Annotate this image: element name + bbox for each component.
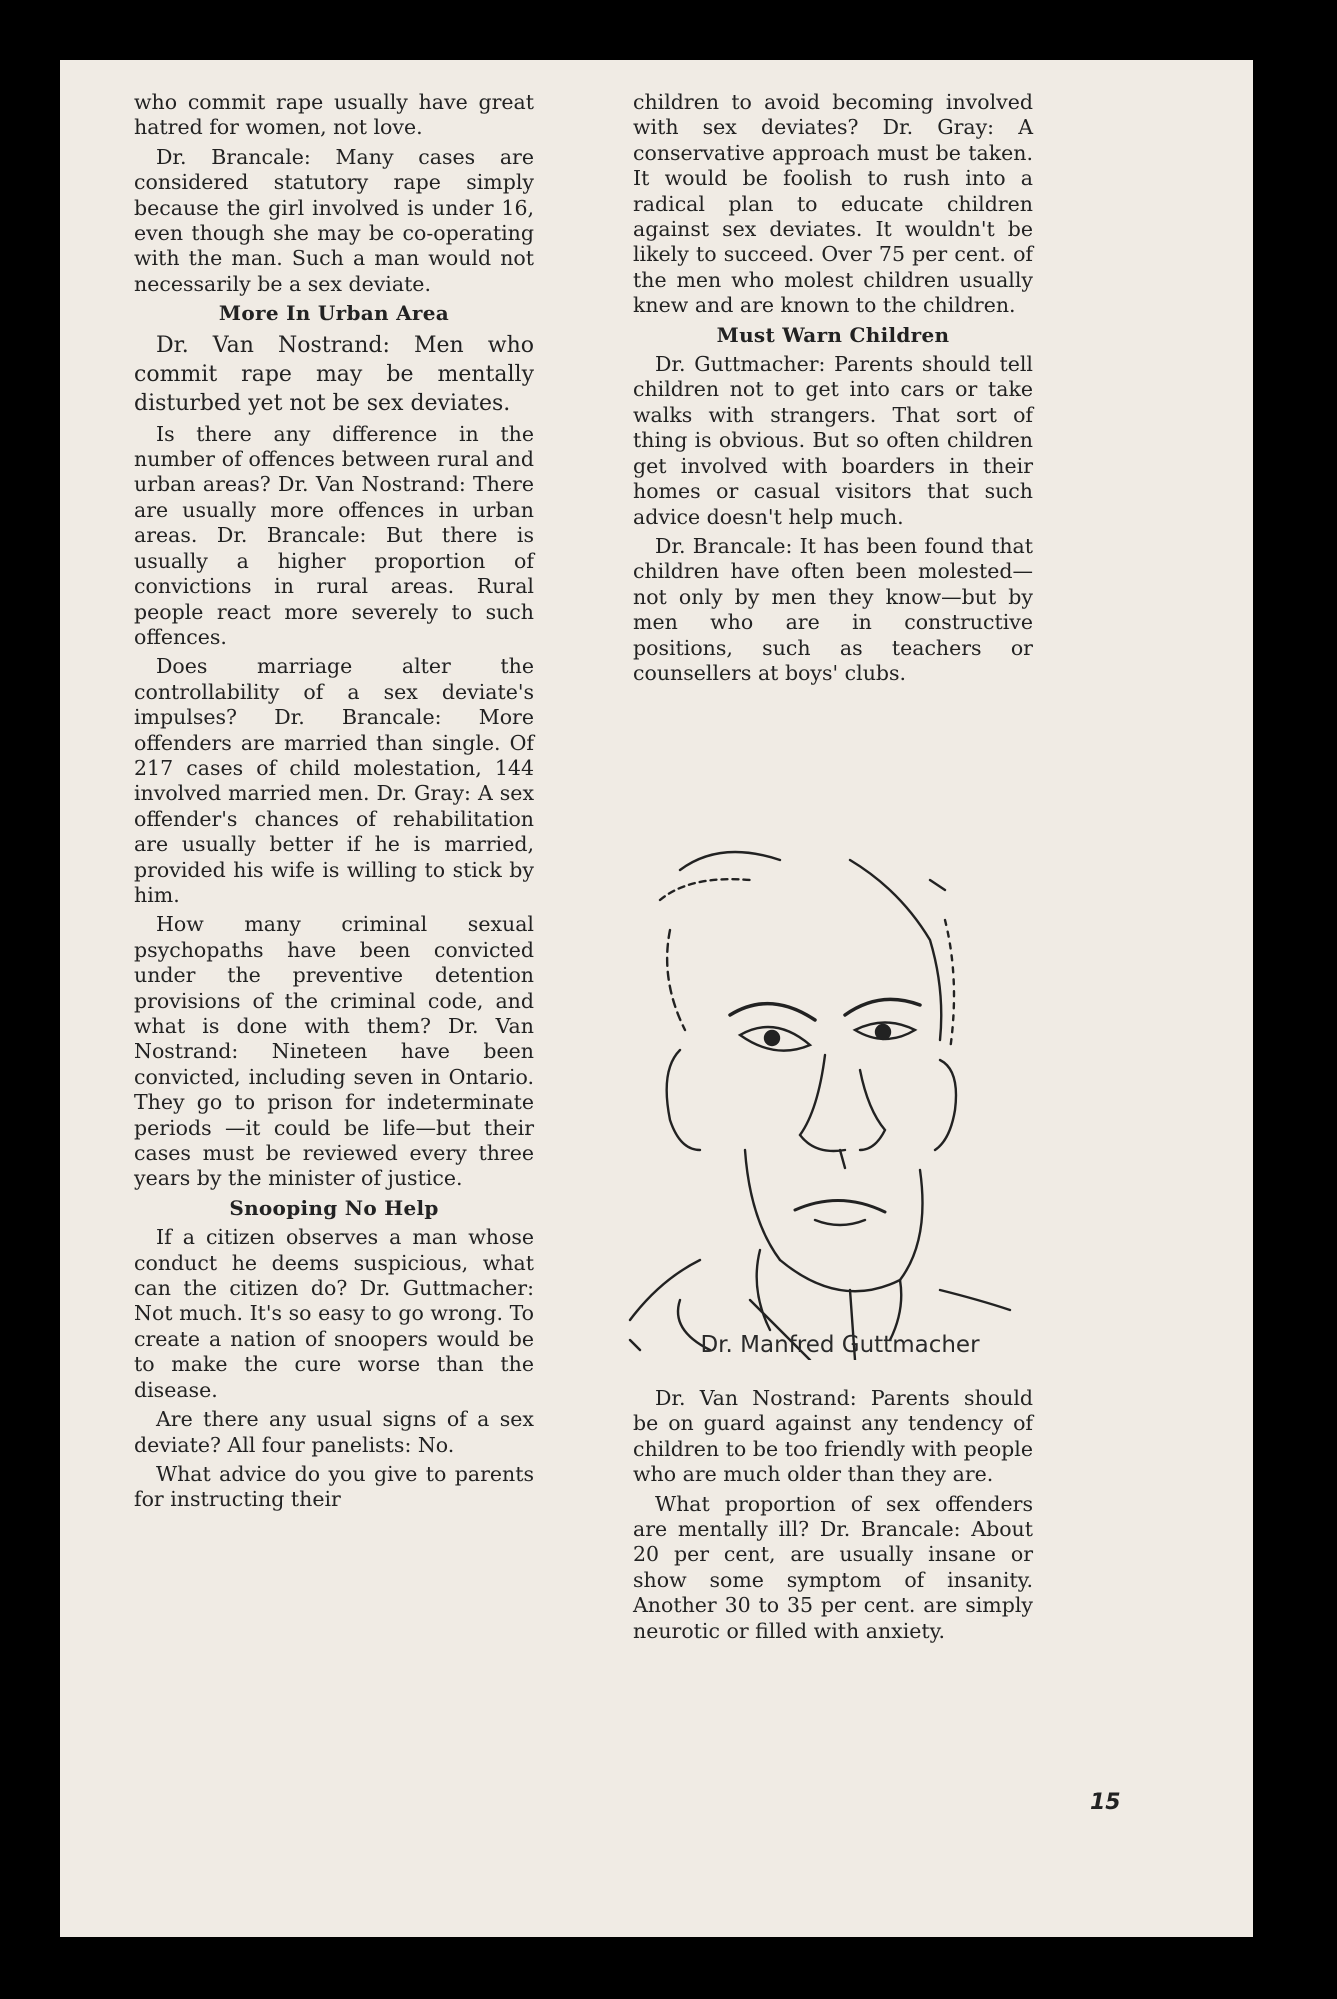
subheading: More In Urban Area [218,301,450,326]
paragraph: What advice do you give to parents for instructing their [134,1461,534,1512]
paragraph: How many criminal sexual psychopaths have been convicted under the preventive detention provisions of the criminal code, and what is done with them? Dr. Van Nostrand: Nineteen have been convicted, including seven in Ontario. They go to prison for indeterminate periods —it could be life—but their cases must be reviewed every three years by the minister of justice. [134,912,534,1191]
paragraph: children to avoid becoming involved with sex deviates? Dr. Gray: A conservative approach must be taken. It would be foolish to rush into a radical plan to educate children against sex deviates. It wouldn't be likely to succeed. Over 75 per cent. of the men who molest children usually knew and are known to the children. [633,90,1033,318]
right-column-continued [633,1386,1033,1648]
subheading: Snooping No Help [229,1195,439,1220]
portrait-caption: Dr. Manfred Guttmacher [700,1332,980,1358]
subheading: Must Warn Children [716,322,950,347]
paragraph: Dr. Guttmacher: Parents should tell children not to get into cars or take walks with strangers. That sort of thing is obvious. But so often children get involved with boarders in their homes or casual visitors that such advice doesn't help much. [633,352,1033,529]
paragraph: Is there any difference in the number of offences between rural and urban areas? Dr. Van Nostrand: There are usually more offences in urban areas. Dr. Brancale: But there is usually a higher proportion of convictions in rural areas. Rural people react more severely to such offences. [134,421,534,649]
paragraph: If a citizen observes a man whose conduct he deems suspicious, what can the citizen do? Dr. Guttmacher: Not much. It's so easy to go wrong. To create a nation of snoopers would be to make the cure worse than the disease. [134,1225,534,1402]
portrait-sketch [600,820,1080,1360]
page-number: 15 [1090,1790,1121,1815]
paragraph: Does marriage alter the controllability of a sex deviate's impulses? Dr. Brancale: More offenders are married than single. Of 217 cases of child molestation, 144 involved married men. Dr. Gray: A sex offender's chances of rehabilitation are usually better if he is married, provided his wife is willing to stick by him. [134,654,534,907]
paragraph: Dr. Van Nostrand: Men who commit rape may be mentally disturbed yet not be sex deviates. [134,332,534,416]
paragraph: What proportion of sex offenders are mentally ill? Dr. Brancale: About 20 per cent, are usually insane or show some symptom of insanity. Another 30 to 35 per cent. are simply neurotic or filled with anxiety. [633,1491,1033,1643]
paragraph: who commit rape usually have great hatred for women, not love. [134,90,534,140]
left-column [134,90,534,1517]
paragraph: Are there any usual signs of a sex deviate? All four panelists: No. [134,1407,534,1457]
paragraph: Dr. Brancale: Many cases are considered statutory rape simply because the girl involved is under 16, even though she may be co-operating with the man. Such a man would not necessarily be a sex deviate. [134,144,534,296]
right-column [633,90,1033,690]
paragraph: Dr. Brancale: It has been found that children have often been molested—not only by men they know—but by men who are in constructive positions, such as teachers or counsellers at boys' clubs. [633,533,1033,685]
paragraph: Dr. Van Nostrand: Parents should be on guard against any tendency of children to be too friendly with people who are much older than they are. [633,1386,1033,1487]
